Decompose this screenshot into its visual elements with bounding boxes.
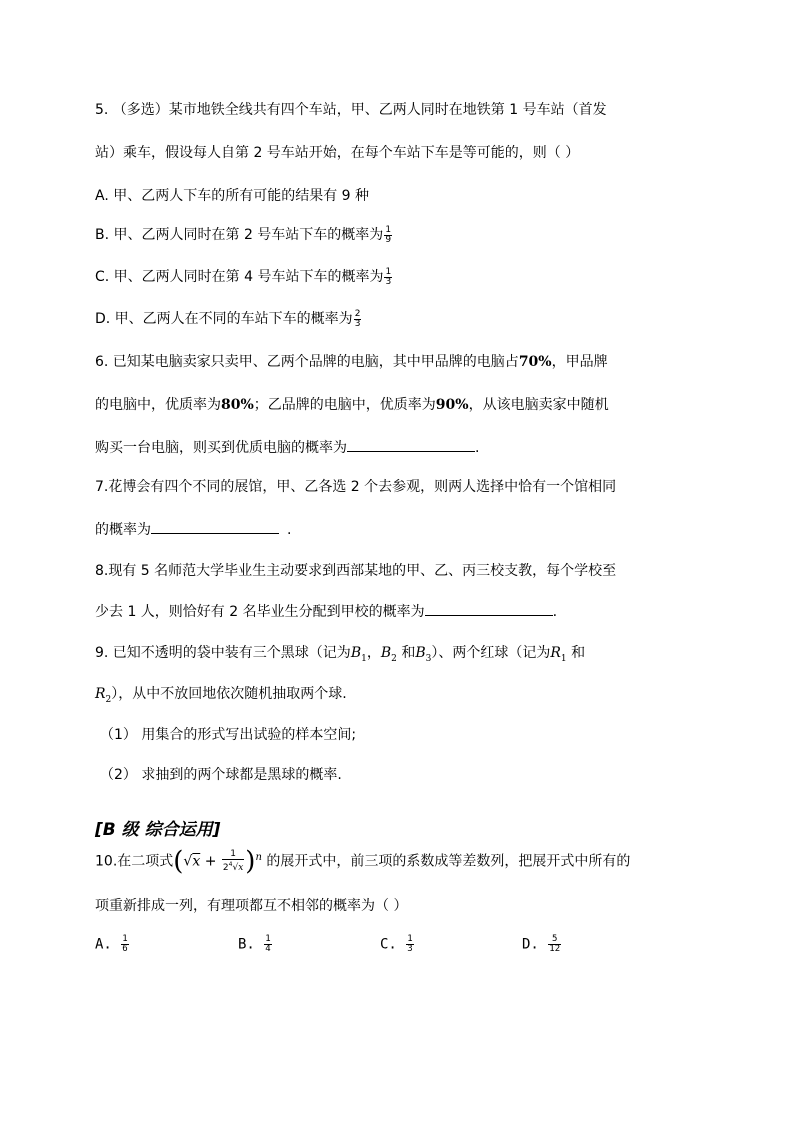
q6-period: .	[475, 440, 480, 456]
q6-line-3	[95, 437, 479, 458]
q7-line-1: 7.花博会有四个不同的展馆，甲、乙各选 2 个去参观，则两人选择中恰有一个馆相同	[95, 479, 617, 495]
q5-option-d-text: D. 甲、乙两人在不同的车站下车的概率为	[95, 311, 353, 327]
q10-option-b: B. $\frac{1}{4}$	[238, 934, 271, 954]
q6-text-5: ，从该电脑卖家中随机	[468, 397, 609, 413]
q9-and-2: 和	[571, 645, 586, 661]
q8-line-2	[95, 601, 557, 622]
q10-option-a: A. $\frac{1}{6}$	[95, 934, 128, 954]
q10-left-paren: (	[173, 846, 184, 877]
q6-percent-90: 90%	[435, 397, 469, 413]
q6-text-3: 的电脑中，优质率为	[95, 397, 221, 413]
q10-line-2: 项重新排成一列，有理项都互不相邻的概率为（ ）	[95, 898, 408, 914]
q8-period: .	[552, 604, 558, 620]
q9-b3: $B_3$	[415, 645, 432, 664]
q7-answer-blank[interactable]	[151, 519, 279, 534]
q5-option-c-fraction: $\frac{1}{3}$	[385, 266, 392, 287]
q6-line-1	[95, 352, 608, 372]
q5-option-b	[95, 225, 393, 245]
q9-r2: $R_2$	[95, 686, 112, 705]
q9-line-2	[95, 684, 347, 710]
q8-answer-blank[interactable]	[425, 601, 553, 616]
q6-line-2	[95, 395, 609, 415]
q10-fraction: $\frac{1}{2^4√x}$	[222, 849, 244, 874]
q6-text-4: ；乙品牌的电脑中，优质率为	[253, 397, 436, 413]
q7-line-2	[95, 519, 291, 540]
q9-and-1: 和	[401, 645, 416, 661]
q5-line-1: 5. （多选）某市地铁全线共有四个车站，甲、乙两人同时在地铁第 1 号车站（首发	[95, 102, 607, 118]
q8-line-1: 8.现有 5 名师范大学毕业生主动要求到西部某地的甲、乙、丙三校支教，每个学校至	[95, 563, 617, 579]
q8-text: 少去 1 人，则恰好有 2 名毕业生分配到甲校的概率为	[95, 604, 425, 620]
q10-option-d: D. $\frac{5}{12}$	[522, 934, 561, 954]
q9-text-2: ）、两个红球（记为	[431, 645, 551, 661]
q9-text-1: 9. 已知不透明的袋中装有三个黑球（记为	[95, 645, 351, 661]
q9-r1: $R_1$	[550, 645, 567, 664]
q6-answer-blank[interactable]	[347, 437, 475, 452]
q7-period: .	[287, 522, 292, 538]
q10-exponent-n: n	[255, 852, 262, 863]
q10-option-c: C. $\frac{1}{3}$	[380, 934, 413, 954]
q5-line-2: 站）乘车，假设每人自第 2 号车站开始，在每个车站下车是等可能的，则（ ）	[95, 145, 580, 161]
q5-option-b-fraction: $\frac{1}{9}$	[385, 224, 392, 245]
q9-text-3: ），从中不放回地依次随机抽取两个球.	[111, 686, 347, 702]
q7-text: 的概率为	[95, 522, 151, 538]
q5-option-d-fraction: $\frac{2}{3}$	[354, 308, 361, 329]
q9-b1: $B_1$	[350, 645, 367, 664]
q9-line-1	[95, 643, 585, 669]
q6-text-1: 6. 已知某电脑卖家只卖甲、乙两个品牌的电脑，其中甲品牌的电脑占	[95, 354, 519, 370]
q5-option-c	[95, 267, 393, 287]
q6-text-6: 购买一台电脑，则买到优质电脑的概率为	[95, 440, 347, 456]
section-b-heading: [B 级 综合运用]	[95, 820, 221, 840]
q9-part-1: （1） 用集合的形式写出试验的样本空间;	[100, 727, 357, 743]
q10-text-1: 10.在二项式	[95, 853, 174, 870]
q6-percent-80: 80%	[221, 397, 254, 413]
q5-option-b-text: B. 甲、乙两人同时在第 2 号车站下车的概率为	[95, 227, 384, 243]
q10-plus: +	[204, 853, 217, 870]
q5-option-d	[95, 309, 362, 329]
q5-option-c-text: C. 甲、乙两人同时在第 4 号车站下车的概率为	[95, 269, 384, 285]
q6-percent-70: 70%	[518, 354, 552, 370]
q10-right-paren: )	[245, 846, 256, 877]
q5-option-a: A. 甲、乙两人下车的所有可能的结果有 9 种	[95, 188, 370, 204]
q10-line-1	[95, 846, 631, 877]
q10-text-2: 的展开式中，前三项的系数成等差数列，把展开式中所有的	[261, 853, 631, 870]
q6-text-2: ，甲品牌	[551, 354, 608, 370]
q9-part-2: （2） 求抽到的两个球都是黑球的概率.	[100, 767, 342, 783]
q9-b2: $B_2$	[380, 645, 397, 664]
q10-sqrt-x: √x	[183, 853, 201, 870]
q9-comma-1: ，	[366, 645, 381, 661]
